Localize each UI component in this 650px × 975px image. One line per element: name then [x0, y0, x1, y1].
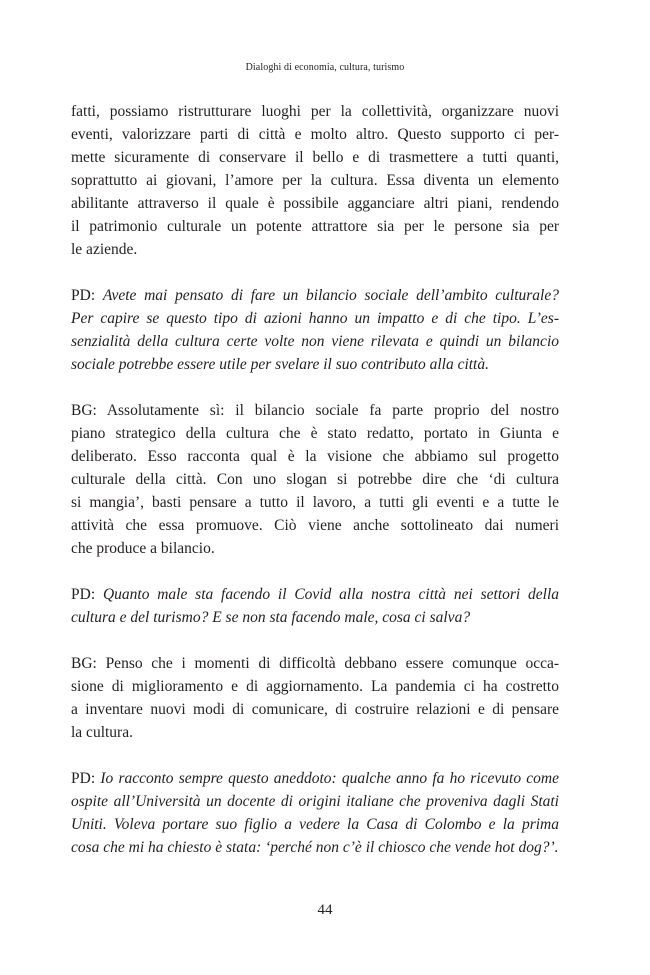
text-line: cosa che mi ha chiesto è stata: ‘perché non c’è il chiosco che vende hot dog?’.	[71, 839, 559, 856]
answer-text: Assolutamente sì: il bilancio sociale fa parte proprio del nostro	[106, 402, 559, 419]
text-line	[71, 399, 559, 422]
running-header: Dialoghi di economia, cultura, turismo	[245, 62, 405, 73]
question-text: Io racconto sempre questo aneddoto: qualche anno fa ho ricevuto come	[100, 770, 559, 787]
text-line	[71, 284, 559, 307]
text-line: il patrimonio culturale un potente attrattore sia per le persone sia per	[71, 218, 559, 235]
speaker-label: BG:	[71, 655, 97, 672]
paragraph	[71, 100, 559, 261]
text-line: soprattutto ai giovani, l’amore per la cultura. Essa diventa un elemento	[71, 172, 559, 189]
interviewer-question	[71, 583, 559, 629]
speaker-label: PD:	[71, 287, 96, 304]
text-line: deliberato. Esso racconta qual è la visione che abbiamo sul progetto	[71, 448, 559, 465]
question-text: Avete mai pensato di fare un bilancio sociale dell’ambito culturale?	[102, 287, 559, 304]
text-line: abilitante attraverso il quale è possibile agganciare altri piani, rendendo	[71, 195, 559, 212]
question-text: Quanto male sta facendo il Covid alla nostra città nei settori della	[102, 586, 560, 603]
interviewer-question	[71, 284, 559, 376]
body-text	[71, 100, 559, 859]
text-line: fatti, possiamo ristrutturare luoghi per la collettività, organizzare nuovi	[71, 103, 559, 120]
answer-text: Penso che i momenti di difficoltà debbano essere comunque occa-	[105, 655, 560, 672]
text-line: attività che essa promuove. Ciò viene anche sottolineato dai numeri	[71, 517, 559, 534]
speaker-label: PD:	[71, 586, 96, 603]
interviewee-answer	[71, 399, 559, 560]
text-line: mette sicuramente di conservare il bello e di trasmettere a tutti quanti,	[71, 149, 559, 166]
text-line	[71, 767, 559, 790]
speaker-label: PD:	[71, 770, 96, 787]
text-line: ospite all’Università un docente di origini italiane che proveniva dagli Stati	[71, 793, 559, 810]
text-line: che produce a bilancio.	[71, 540, 215, 557]
text-line: senzialità della cultura certe volte non viene rilevata e quindi un bilancio	[71, 333, 559, 350]
text-line: sione di miglioramento e di aggiornamento. La pandemia ci ha costretto	[71, 678, 559, 695]
text-line: sociale potrebbe essere utile per svelare il suo contributo alla città.	[71, 356, 489, 373]
text-line: Per capire se questo tipo di azioni hanno un impatto e di che tipo. L’es-	[71, 310, 559, 327]
page-number: 44	[317, 902, 333, 918]
text-line	[71, 652, 559, 675]
interviewee-answer	[71, 652, 559, 744]
text-line: eventi, valorizzare parti di città e molto altro. Questo supporto ci per-	[71, 126, 559, 143]
text-line: culturale della città. Con uno slogan si potrebbe dire che ‘di cultura	[71, 471, 559, 488]
text-line	[71, 583, 559, 606]
speaker-label: BG:	[71, 402, 97, 419]
interviewer-question	[71, 767, 559, 859]
text-line: le aziende.	[71, 241, 138, 258]
text-line: piano strategico della cultura che è stato redatto, portato in Giunta e	[71, 425, 559, 442]
text-line: cultura e del turismo? E se non sta facendo male, cosa ci salva?	[71, 609, 471, 626]
text-line: Uniti. Voleva portare suo figlio a vedere la Casa di Colombo e la prima	[71, 816, 559, 833]
text-line: la cultura.	[71, 724, 133, 741]
text-line: si mangia’, basti pensare a tutto il lavoro, a tutti gli eventi e a tutte le	[71, 494, 559, 511]
text-line: a inventare nuovi modi di comunicare, di costruire relazioni e di pensare	[71, 701, 559, 718]
